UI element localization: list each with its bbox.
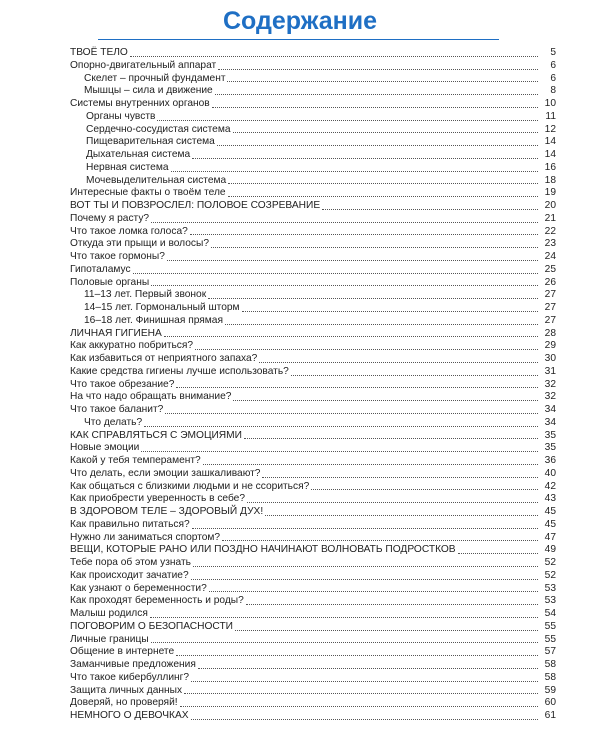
dot-leader — [150, 617, 538, 618]
toc-entry-title: Заманчивые предложения — [70, 659, 196, 670]
toc-entry[interactable] — [70, 455, 556, 468]
toc-entry[interactable] — [70, 493, 556, 506]
dot-leader — [208, 298, 538, 299]
toc-entry[interactable] — [70, 544, 556, 557]
toc-entry-title: КАК СПРАВЛЯТЬСЯ С ЭМОЦИЯМИ — [70, 429, 242, 441]
dot-leader — [151, 222, 538, 223]
toc-entry[interactable] — [70, 532, 556, 545]
toc-entry-page-number: 14 — [544, 136, 556, 148]
dot-leader — [217, 145, 538, 146]
toc-entry-page-number: 40 — [544, 467, 556, 479]
dot-leader — [259, 362, 538, 363]
toc-entry-title: Защита личных данных — [70, 684, 183, 696]
toc-entry-title: Что делать? — [84, 416, 143, 428]
toc-entry-title: Как проходят беременность и роды? — [70, 595, 244, 607]
toc-entry-title: Опорно-двигательный аппарат — [70, 59, 217, 71]
toc-entry-page-number: 19 — [544, 187, 556, 199]
toc-entry-page-number: 27 — [544, 289, 556, 301]
toc-entry-title: Половые органы — [70, 276, 150, 288]
toc-entry[interactable] — [70, 302, 556, 315]
toc-entry[interactable] — [70, 136, 556, 149]
toc-entry-page-number: 43 — [544, 493, 556, 505]
dot-leader — [193, 566, 538, 567]
dot-leader — [311, 489, 538, 490]
toc-entry-page-number: 58 — [544, 659, 556, 670]
dot-leader — [198, 668, 538, 669]
toc-entry-title: Дыхательная система — [86, 149, 191, 160]
toc-entry-title: 16–18 лет. Финишная прямая — [84, 314, 223, 326]
toc-entry-page-number: 16 — [544, 161, 556, 173]
dot-leader — [176, 655, 538, 656]
dot-leader — [209, 591, 538, 592]
toc-entry-title: Мышцы – сила и движение — [84, 85, 213, 97]
toc-entry[interactable] — [70, 506, 556, 519]
toc-entry-page-number: 52 — [544, 569, 556, 581]
toc-entry-page-number: 52 — [544, 557, 556, 568]
toc-entry[interactable] — [70, 391, 556, 404]
dot-leader — [164, 336, 538, 337]
toc-entry-page-number: 6 — [550, 72, 556, 84]
toc-entry-title: Что такое баланит? — [70, 404, 164, 415]
toc-entry[interactable] — [70, 328, 556, 341]
toc-entry[interactable] — [70, 595, 556, 608]
toc-entry-title: 14–15 лет. Гормональный шторм — [84, 302, 240, 313]
toc-entry-page-number: 34 — [544, 416, 556, 428]
toc-entry-title: Системы внутренних органов — [70, 98, 210, 109]
toc-entry-title: НЕМНОГО О ДЕВОЧКАХ — [70, 710, 189, 721]
toc-entry-page-number: 23 — [544, 238, 556, 250]
toc-entry-title: Нервная система — [86, 161, 169, 173]
toc-entry[interactable] — [70, 162, 556, 175]
dot-leader — [190, 234, 538, 235]
toc-entry-title: Какой у тебя темперамент? — [70, 455, 201, 466]
toc-entry[interactable] — [70, 685, 556, 698]
toc-entry-title: Скелет – прочный фундамент — [84, 72, 226, 84]
toc-entry-page-number: 27 — [544, 302, 556, 313]
toc-entry-title: Новые эмоции — [70, 442, 140, 454]
toc-entry[interactable] — [70, 289, 556, 302]
toc-entry-page-number: 32 — [544, 378, 556, 390]
toc-entry[interactable] — [70, 149, 556, 162]
toc-entry-page-number: 28 — [544, 327, 556, 339]
toc-entry[interactable] — [70, 98, 556, 111]
toc-entry-page-number: 11 — [545, 110, 556, 122]
dot-leader — [141, 451, 538, 452]
dot-leader — [235, 630, 538, 631]
toc-entry-page-number: 25 — [544, 263, 556, 275]
toc-entry-title: Как приобрести уверенность в себе? — [70, 493, 246, 505]
dot-leader — [171, 171, 538, 172]
dot-leader — [265, 515, 538, 516]
toc-entry[interactable] — [70, 417, 556, 430]
dot-leader — [151, 285, 538, 286]
dot-leader — [225, 324, 538, 325]
dot-leader — [192, 528, 538, 529]
toc-entry[interactable] — [70, 379, 556, 392]
dot-leader — [218, 69, 538, 70]
toc-entry-title: Что такое ломка голоса? — [70, 225, 188, 237]
toc-entry-page-number: 27 — [544, 314, 556, 326]
toc-entry-page-number: 6 — [550, 59, 556, 71]
toc-entry[interactable] — [70, 672, 556, 685]
toc-entry-page-number: 32 — [544, 391, 556, 403]
toc-entry-page-number: 55 — [544, 633, 556, 645]
dot-leader — [247, 502, 538, 503]
toc-entry[interactable] — [70, 340, 556, 353]
dot-leader — [291, 375, 538, 376]
toc-entry-page-number: 12 — [544, 123, 556, 135]
dot-leader — [130, 56, 538, 57]
toc-entry[interactable] — [70, 85, 556, 98]
toc-entry-title: Нужно ли заниматься спортом? — [70, 531, 221, 543]
dot-leader — [192, 158, 538, 159]
toc-entry-title: Откуда эти прыщи и волосы? — [70, 238, 209, 250]
toc-entry-page-number: 53 — [544, 582, 556, 594]
toc-entry-title: Органы чувств — [86, 110, 156, 122]
dot-leader — [233, 132, 539, 133]
toc-entry-title: ПОГОВОРИМ О БЕЗОПАСНОСТИ — [70, 620, 233, 632]
toc-entry-title: В ЗДОРОВОМ ТЕЛЕ – ЗДОРОВЫЙ ДУХ! — [70, 506, 264, 517]
dot-leader — [228, 196, 538, 197]
toc-entry-title: Как избавиться от неприятного запаха? — [70, 353, 258, 364]
page-title: Содержание — [222, 7, 378, 35]
toc-entry-title: ВЕЩИ, КОТОРЫЕ РАНО ИЛИ ПОЗДНО НАЧИНАЮТ ВОЛНОВАТЬ ПОДРОСТКОВ — [70, 544, 456, 556]
dot-leader — [322, 209, 538, 210]
toc-entry-title: Личные границы — [70, 633, 149, 645]
toc-entry-page-number: 49 — [544, 544, 556, 556]
toc-entry[interactable] — [70, 251, 556, 264]
toc-entry-title: Тебе пора об этом узнать — [70, 557, 191, 568]
toc-entry-page-number: 20 — [544, 200, 556, 211]
toc-entry-page-number: 35 — [544, 442, 556, 454]
toc-entry-title: Что такое обрезание? — [70, 378, 175, 390]
toc-entry-page-number: 31 — [544, 365, 556, 377]
dot-leader — [191, 681, 538, 682]
toc-entry[interactable] — [70, 238, 556, 251]
toc-entry-title: Как общаться с близкими людьми и не ссориться? — [70, 480, 310, 492]
toc-entry[interactable] — [70, 442, 556, 455]
toc-entry-title: Гипоталамус — [70, 263, 131, 275]
dot-leader — [211, 247, 538, 248]
toc-entry-page-number: 61 — [544, 710, 556, 721]
toc-entry-title: ТВОЁ ТЕЛО — [70, 47, 128, 58]
toc-entry-page-number: 29 — [544, 340, 556, 352]
toc-entry[interactable] — [70, 226, 556, 239]
toc-entry-title: Как аккуратно побриться? — [70, 340, 194, 352]
toc-entry-title: На что надо обращать внимание? — [70, 391, 232, 403]
toc-entry-page-number: 57 — [544, 646, 556, 658]
toc-entry-page-number: 30 — [544, 353, 556, 364]
dot-leader — [176, 387, 538, 388]
toc-entry[interactable] — [70, 111, 556, 124]
dot-leader — [215, 94, 538, 95]
toc-entry-title: Общение в интернете — [70, 646, 175, 658]
toc-entry[interactable] — [70, 277, 556, 290]
toc-entry[interactable] — [70, 264, 556, 277]
dot-leader — [165, 413, 538, 414]
toc-entry-page-number: 45 — [544, 506, 556, 517]
toc-entry-title: Что делать, если эмоции зашкаливают? — [70, 467, 261, 479]
toc-entry-page-number: 14 — [544, 149, 556, 160]
dot-leader — [246, 604, 538, 605]
toc-entry[interactable] — [70, 430, 556, 443]
toc-entry-title: Какие средства гигиены лучше использовать? — [70, 365, 289, 377]
toc-entry[interactable] — [70, 634, 556, 647]
dot-leader — [242, 311, 538, 312]
dot-leader — [233, 400, 538, 401]
dot-leader — [184, 693, 538, 694]
toc-entry-title: Доверяй, но проверяй! — [70, 697, 178, 709]
toc-entry-title: Мочевыделительная система — [86, 174, 227, 186]
toc-entry-page-number: 54 — [544, 608, 556, 619]
toc-entry-title: Малыш родился — [70, 608, 148, 619]
toc-entry[interactable] — [70, 710, 556, 723]
toc-entry[interactable] — [70, 646, 556, 659]
toc-entry-page-number: 22 — [544, 225, 556, 237]
toc-entry[interactable] — [70, 404, 556, 417]
toc-entry[interactable] — [70, 481, 556, 494]
toc-entry[interactable] — [70, 315, 556, 328]
dot-leader — [203, 464, 538, 465]
toc-entry-page-number: 53 — [544, 595, 556, 607]
dot-leader — [212, 107, 538, 108]
toc-entry[interactable] — [70, 697, 556, 710]
toc-entry[interactable] — [70, 353, 556, 366]
toc-entry-title: Пищеварительная система — [86, 136, 215, 148]
toc-entry-page-number: 35 — [544, 429, 556, 441]
dot-leader — [151, 642, 538, 643]
toc-entry-page-number: 24 — [544, 251, 556, 262]
toc-entry-page-number: 55 — [544, 620, 556, 632]
toc-entry-page-number: 8 — [550, 85, 556, 97]
toc-entry[interactable] — [70, 60, 556, 73]
toc-entry-page-number: 47 — [544, 531, 556, 543]
toc-entry[interactable] — [70, 608, 556, 621]
toc-entry[interactable] — [70, 519, 556, 532]
toc-entry-page-number: 60 — [544, 697, 556, 709]
toc-entry[interactable] — [70, 47, 556, 60]
dot-leader — [133, 273, 538, 274]
toc-entry-page-number: 45 — [544, 518, 556, 530]
toc-entry-page-number: 42 — [544, 480, 556, 492]
dot-leader — [222, 540, 538, 541]
toc-entry[interactable] — [70, 570, 556, 583]
toc-entry-page-number: 18 — [544, 174, 556, 186]
toc-entry-title: Сердечно-сосудистая система — [86, 123, 231, 135]
toc-entry-title: ВОТ ТЫ И ПОВЗРОСЛЕЛ: ПОЛОВОЕ СОЗРЕВАНИЕ — [70, 200, 321, 211]
toc-entry-title: Как правильно питаться? — [70, 518, 190, 530]
toc-entry-page-number: 34 — [544, 404, 556, 415]
toc-entry-title: Как узнают о беременности? — [70, 582, 207, 594]
toc-entry-page-number: 36 — [544, 455, 556, 466]
toc-entry-title: Интересные факты о твоём теле — [70, 187, 226, 199]
dot-leader — [191, 719, 538, 720]
toc-entry-title: Что такое кибербуллинг? — [70, 671, 190, 683]
toc-entry[interactable] — [70, 468, 556, 481]
toc-entry[interactable] — [70, 659, 556, 672]
toc-entry-page-number: 10 — [544, 98, 556, 109]
toc-entry-title: Что такое гормоны? — [70, 251, 165, 262]
title-underline — [98, 39, 499, 40]
toc-entry-page-number: 5 — [550, 47, 556, 58]
toc-entry[interactable] — [70, 73, 556, 86]
toc-entry[interactable] — [70, 583, 556, 596]
toc-entry-title: 11–13 лет. Первый звонок — [84, 289, 207, 301]
dot-leader — [458, 553, 538, 554]
toc-entry-page-number: 26 — [544, 276, 556, 288]
toc-entry-title: ЛИЧНАЯ ГИГИЕНА — [70, 327, 162, 339]
toc-entry[interactable] — [70, 124, 556, 137]
toc-entry[interactable] — [70, 200, 556, 213]
dot-leader — [191, 579, 538, 580]
table-of-contents — [70, 47, 556, 723]
dot-leader — [180, 706, 538, 707]
dot-leader — [167, 260, 538, 261]
dot-leader — [144, 426, 538, 427]
dot-leader — [262, 477, 538, 478]
dot-leader — [157, 120, 538, 121]
dot-leader — [227, 81, 538, 82]
toc-entry[interactable] — [70, 175, 556, 188]
toc-entry[interactable] — [70, 213, 556, 226]
toc-entry-page-number: 58 — [544, 671, 556, 683]
dot-leader — [244, 438, 538, 439]
toc-entry[interactable] — [70, 621, 556, 634]
toc-entry-page-number: 59 — [544, 684, 556, 696]
toc-entry-title: Почему я расту? — [70, 212, 150, 224]
dot-leader — [195, 349, 538, 350]
toc-entry[interactable] — [70, 557, 556, 570]
toc-entry[interactable] — [70, 187, 556, 200]
toc-entry[interactable] — [70, 366, 556, 379]
toc-entry-page-number: 21 — [544, 212, 556, 224]
dot-leader — [228, 183, 538, 184]
toc-entry-title: Как происходит зачатие? — [70, 569, 189, 581]
